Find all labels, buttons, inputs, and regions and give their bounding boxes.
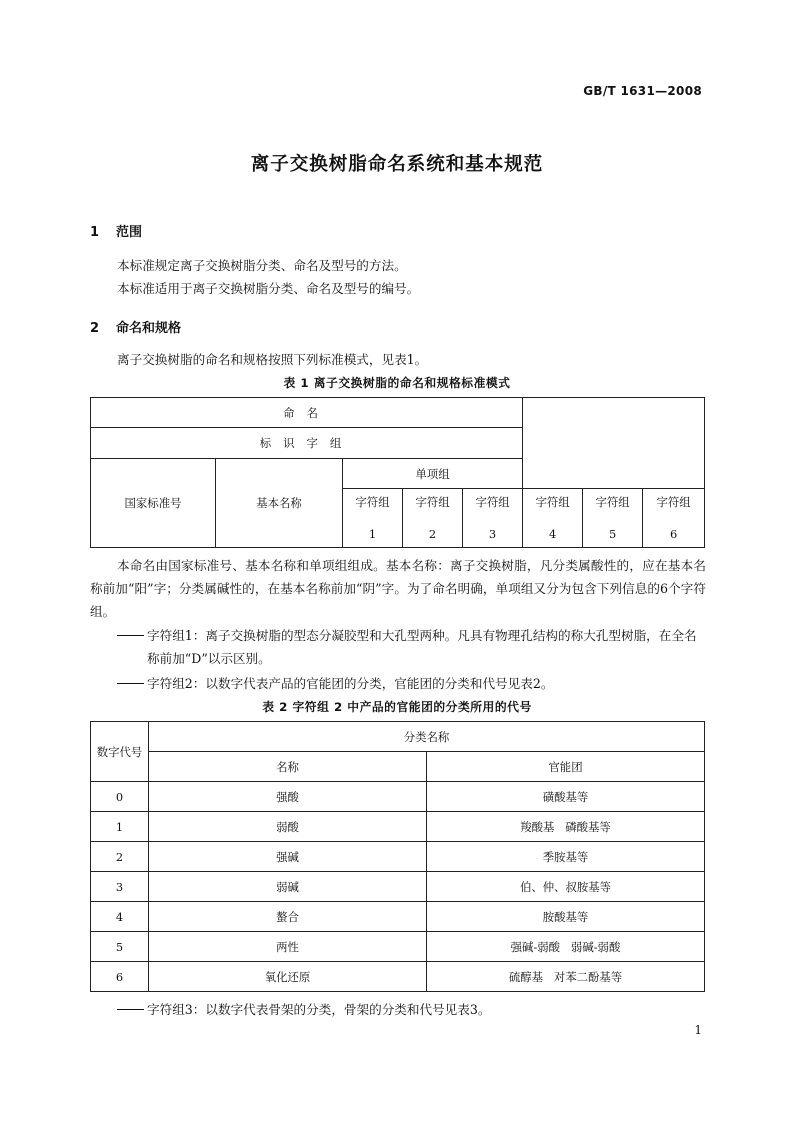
group-cell: 硫醇基 对苯二酚基等 <box>427 962 705 992</box>
section-1-heading <box>90 221 142 240</box>
char-group-1: 字符组 1 <box>343 489 403 548</box>
table-row <box>91 782 705 812</box>
dash-marker <box>117 998 147 1021</box>
table-row <box>91 872 705 902</box>
document-title: 离子交换树脂命名系统和基本规范 <box>250 154 544 175</box>
blank-cell <box>523 398 705 489</box>
char-group-3-item: 字符组3：以数字代表骨架的分类，骨架的分类和代号见表3。 <box>117 998 707 1021</box>
standard-number: GB/T 1631—2008 <box>583 84 702 98</box>
table-2-caption: 表 2 字符组 2 中产品的官能团的分类所用的代号 <box>262 700 532 714</box>
char-group-5: 字符组 5 <box>583 489 643 548</box>
code-cell: 1 <box>91 812 149 842</box>
table-row <box>91 962 705 992</box>
group-cell: 伯、仲、叔胺基等 <box>427 872 705 902</box>
dash-marker <box>117 672 147 695</box>
name-cell: 螯合 <box>149 902 427 932</box>
table-2 <box>90 721 705 992</box>
name-cell: 弱酸 <box>149 812 427 842</box>
table-row <box>91 812 705 842</box>
char-group-1-item: 字符组1：离子交换树脂的型态分凝胶型和大孔型两种。凡具有物理孔结构的称大孔型树脂，在全名称前加“D”以示区别。 <box>117 624 707 670</box>
code-header: 数字代号 <box>91 722 149 782</box>
naming-cell: 命名 <box>91 398 523 428</box>
code-cell: 6 <box>91 962 149 992</box>
code-cell: 0 <box>91 782 149 812</box>
section-2-heading <box>90 317 181 336</box>
code-cell: 4 <box>91 902 149 932</box>
section-title: 命名和规格 <box>116 321 182 336</box>
name-cell: 强酸 <box>149 782 427 812</box>
table-row <box>91 902 705 932</box>
naming-description: 本命名由国家标准号、基本名称和单项组组成。基本名称：离子交换树脂，凡分类属酸性的，应在基本名称前加“阳”字；分类属碱性的，在基本名称前加“阴”字。为了命名明确，单项组又分为包含下列信息的6个字符组。 <box>90 558 706 619</box>
group-header: 官能团 <box>427 752 705 782</box>
table-row <box>91 932 705 962</box>
section-number: 1 <box>90 225 100 240</box>
char-group-2-item: 字符组2：以数字代表产品的官能团的分类，官能团的分类和代号见表2。 <box>117 672 707 695</box>
page-number: 1 <box>694 1023 702 1037</box>
table-1 <box>90 397 705 548</box>
section-number: 2 <box>90 321 100 336</box>
code-cell: 3 <box>91 872 149 902</box>
identifier-group-cell: 标识字组 <box>91 428 523 459</box>
name-cell: 氧化还原 <box>149 962 427 992</box>
name-header: 名称 <box>149 752 427 782</box>
classification-header: 分类名称 <box>149 722 705 752</box>
group-cell: 羧酸基 磷酸基等 <box>427 812 705 842</box>
group-cell: 胺酸基等 <box>427 902 705 932</box>
name-cell: 强碱 <box>149 842 427 872</box>
scope-paragraph-2: 本标准适用于离子交换树脂分类、命名及型号的编号。 <box>117 281 420 296</box>
national-standard-cell: 国家标准号 <box>91 459 216 548</box>
code-cell: 5 <box>91 932 149 962</box>
name-cell: 两性 <box>149 932 427 962</box>
table-row <box>91 842 705 872</box>
dash-marker <box>117 624 147 647</box>
base-name-cell: 基本名称 <box>216 459 343 548</box>
table-1-caption: 表 1 离子交换树脂的命名和规格标准模式 <box>283 376 511 390</box>
section-title: 范围 <box>116 225 143 240</box>
char-group-3: 字符组 3 <box>463 489 523 548</box>
char-group-2: 字符组 2 <box>403 489 463 548</box>
char-group-6: 字符组 6 <box>643 489 705 548</box>
group-cell: 磺酸基等 <box>427 782 705 812</box>
naming-intro: 离子交换树脂的命名和规格按照下列标准模式，见表1。 <box>117 352 428 367</box>
scope-paragraph-1: 本标准规定离子交换树脂分类、命名及型号的方法。 <box>117 258 407 273</box>
group-cell: 强碱-弱酸 弱碱-弱酸 <box>427 932 705 962</box>
code-cell: 2 <box>91 842 149 872</box>
char-group-4: 字符组 4 <box>523 489 583 548</box>
group-cell: 季胺基等 <box>427 842 705 872</box>
single-group-cell: 单项组 <box>343 459 523 489</box>
name-cell: 弱碱 <box>149 872 427 902</box>
